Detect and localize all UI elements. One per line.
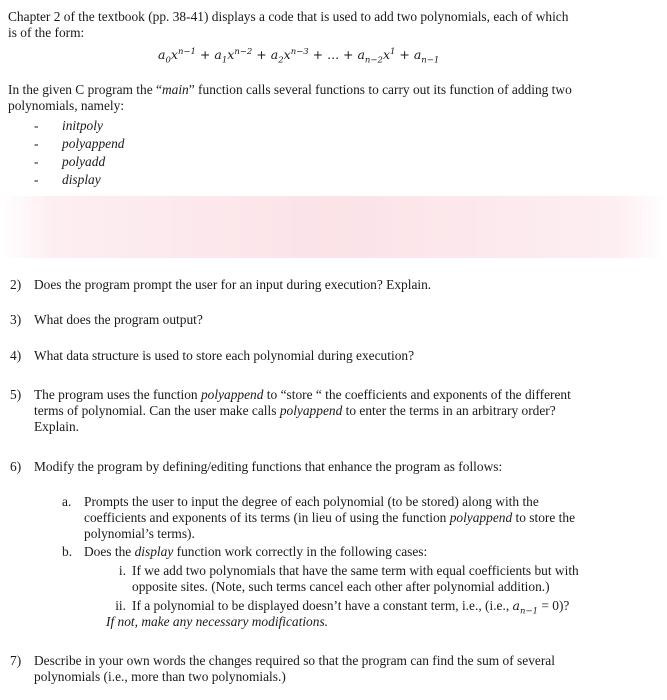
function-list-item: - initpoly	[34, 118, 103, 133]
question-6b-ii-line-1: ii. If a polynomial to be displayed doesn’t have a constant term, i.e., (i.e., $a_{n-1} = 0$)?	[115, 598, 570, 617]
question-5-line-3: Explain.	[34, 419, 79, 434]
question-6b-i-line-1: i. If we add two polynomials that have the same term with equal coefficients but with	[118, 563, 579, 578]
polynomial-formula: $a_0x^{n-1} + a_1x^{n-2} + a_2x^{n-3}$ + ... + $a_{n-2}x^1 + a_{n-1}$	[158, 47, 440, 66]
question-2: 2) Does the program prompt the user for an input during execution? Explain.	[10, 277, 432, 292]
question-6b-i-line-2: opposite sites. (Note, such terms cancel each other after polynomial addition.)	[132, 579, 550, 594]
question-5: 5) The program uses the function polyappend to “store “ the coefficients and exponents of the different	[10, 387, 571, 402]
function-list-item: - polyappend	[34, 136, 125, 151]
question-4: 4) What data structure is used to store each polynomial during execution?	[10, 348, 415, 363]
question-7-line-2: polynomials (i.e., more than two polynomials.)	[34, 669, 286, 684]
intro-line-1: Chapter 2 of the textbook (pp. 38-41) displays a code that is used to add two polynomials, each of which	[8, 9, 569, 24]
question-6: 6) Modify the program by defining/editing functions that enhance the program as follows:	[10, 459, 503, 474]
redacted-area	[0, 196, 667, 258]
question-6a-line-3: polynomial’s terms).	[84, 526, 195, 541]
question-7: 7) Describe in your own words the changes required so that the program can find the sum of several	[10, 653, 555, 668]
question-3: 3) What does the program output?	[10, 312, 203, 327]
question-6a-line-2: coefficients and exponents of its terms (in lieu of using the function polyappend to store the	[84, 510, 576, 525]
intro-line-2: is of the form:	[8, 25, 85, 40]
question-6b-line-1: b. Does the display function work correctly in the following cases:	[62, 544, 428, 559]
function-list-item: - polyadd	[34, 154, 106, 169]
main-paragraph-line-1: In the given C program the “main” function calls several functions to carry out its function of adding two	[8, 82, 572, 97]
main-paragraph-line-2: polynomials, namely:	[8, 98, 125, 113]
function-list-item: - display	[34, 172, 101, 187]
question-6a-line-1: a. Prompts the user to input the degree of each polynomial (to be stored) along with the	[62, 494, 539, 509]
question-6b-ii-line-2: If not, make any necessary modifications.	[106, 614, 329, 629]
question-5-line-2: terms of polynomial. Can the user make calls polyappend to enter the terms in an arbitrary order?	[34, 403, 556, 418]
